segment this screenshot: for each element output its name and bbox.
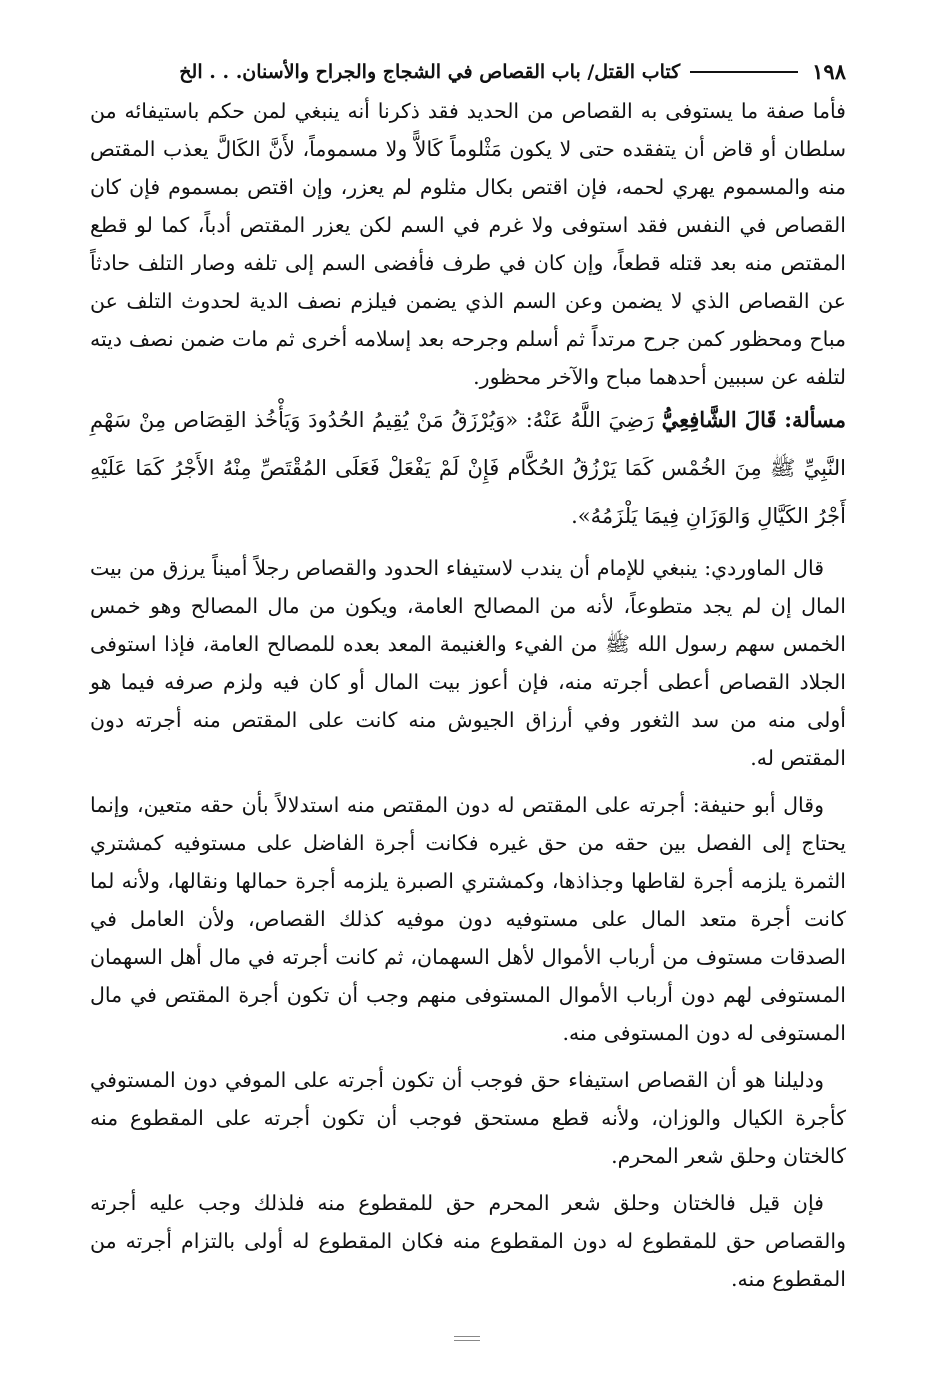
paragraph-abu-hanifa: وقال أبو حنيفة: أجرته على المقتص له دون المقتص منه استدلالاً بأن حقه متعين، وإنما يحتاج إلى الفصل بين حقه من حق غيره فكانت أجرة الفاضل على مستوفيه كمشتري الثمرة يلزمه أجرة لقاطها وجذاذها، وكمشتري الصبرة يلزمه أجرة حمالها ونقالها، ولأنه لما كانت أجرة متعد المال على مستوفيه دون موفيه كذلك القصاص، ولأن العامل في الصدقات مستوف من أرباب الأموال لأهل السهمان، ثم كانت أجرته في مال أهل السهمان المستوفى لهم دون أرباب الأموال المستوفى منهم وجب أن تكون أجرة المقتص في مال المستوفى له دون المستوفى منه. xyxy=(90,793,846,1045)
shafii-quote xyxy=(90,396,846,540)
paragraph-evidence: ودليلنا هو أن القصاص استيفاء حق فوجب أن تكون أجرته على الموفي دون المستوفي كأجرة الكيال والوزان، ولأنه قطع مستحق فوجب أن تكون أجرته على المقطوع منه كالختان وحلق شعر المحرم. xyxy=(90,1068,846,1168)
masala-label: مسألة: xyxy=(784,407,846,432)
shafii-honorific: رَضِيَ اللَّهُ عَنْهُ: xyxy=(525,408,655,432)
paragraph-mawardi: قال الماوردي: ينبغي للإمام أن يندب لاستيفاء الحدود والقصاص رجلاً أميناً يرزق من بيت المال إن لم يجد متطوعاً، لأنه من المصالح العامة، ويكون من مال المصالح وهو خمس الخمس سهم رسول الله ﷺ من الفيء والغنيمة المعد بعده للمصالح العامة، فإذا استوفى الجلاد القصاص أعطى أجرته منه، فإن أعوز بيت المال أو كان فيه ولزم صرفه فيما هو أولى منه من سد الثغور وفي أرزاق الجيوش منه كانت على المقتص منه أجرته دون المقتص له. xyxy=(90,556,846,770)
page-number: ١٩٨ xyxy=(812,59,846,84)
paragraph-objection: فإن قيل فالختان وحلق شعر المحرم حق للمقطوع منه فلذلك وجب عليه أجرته والقصاص حق للمقطوع له دون المقطوع منه فكان المقطوع له أولى بالتزام أجرته من المقطوع منه. xyxy=(90,1191,846,1291)
running-title: كتاب القتل/ باب القصاص في الشجاج والجراح والأسنان. . . الخ xyxy=(179,61,681,83)
document-page xyxy=(90,52,846,1298)
body-text xyxy=(90,92,846,1298)
shafii-name: قَالَ الشَّافِعِيُّ xyxy=(661,407,777,432)
shafii-quote-text: «وَيُرْزَقُ مَنْ يُقِيمُ الحُدُودَ وَيَأْخُذ القِصَاص مِنْ سَهْمِ النَّبِيِّ ﷺ مِنَ الخُمْس كَمَا يَرْزُقُ الحُكَّام فَإِنْ لَمْ يَفْعَلْ فَعَلَى المُقْتَصِّ مِنْهُ الأَجْرُ كَمَا عَلَيْهِ أَجْرُ الكَيَّالِ وَالوَزَانِ فِيمَا يَلْزَمُهُ». xyxy=(90,408,846,528)
paragraph-blade: فأما صفة ما يستوفى به القصاص من الحديد فقد ذكرنا أنه ينبغي لمن حكم باستيفائه من سلطان أو قاض أن يتفقده حتى لا يكون مَثْلوماً كَالاًّ ولا مسموماً، لأَنَّ الكَالَّ يعذب المقتص منه والمسموم يهري لحمه، فإن اقتص بكال مثلوم لم يعزر، وإن اقتص بمسموم فإن كان القصاص في النفس فقد استوفى ولا غرم في السم لكن يعزر المقتص أدباً، كما لو قطع المقتص منه بعد قتله قطعاً، وإن كان في طرف فأفضى السم إلى تلفه وصار التلف حادثاً عن القصاص الذي لا يضمن وعن السم الذي يضمن فيلزم نصف الدية لحدوث التلف عن مباح ومحظور كمن جرح مرتداً ثم أسلم وجرحه بعد إسلامه أخرى ثم مات ضمن نصف ديته لتلفه عن سببين أحدهما مباح والآخر محظور. xyxy=(90,99,846,389)
footer-mark xyxy=(454,1336,480,1344)
page-header xyxy=(90,52,846,92)
header-rule xyxy=(690,71,798,73)
